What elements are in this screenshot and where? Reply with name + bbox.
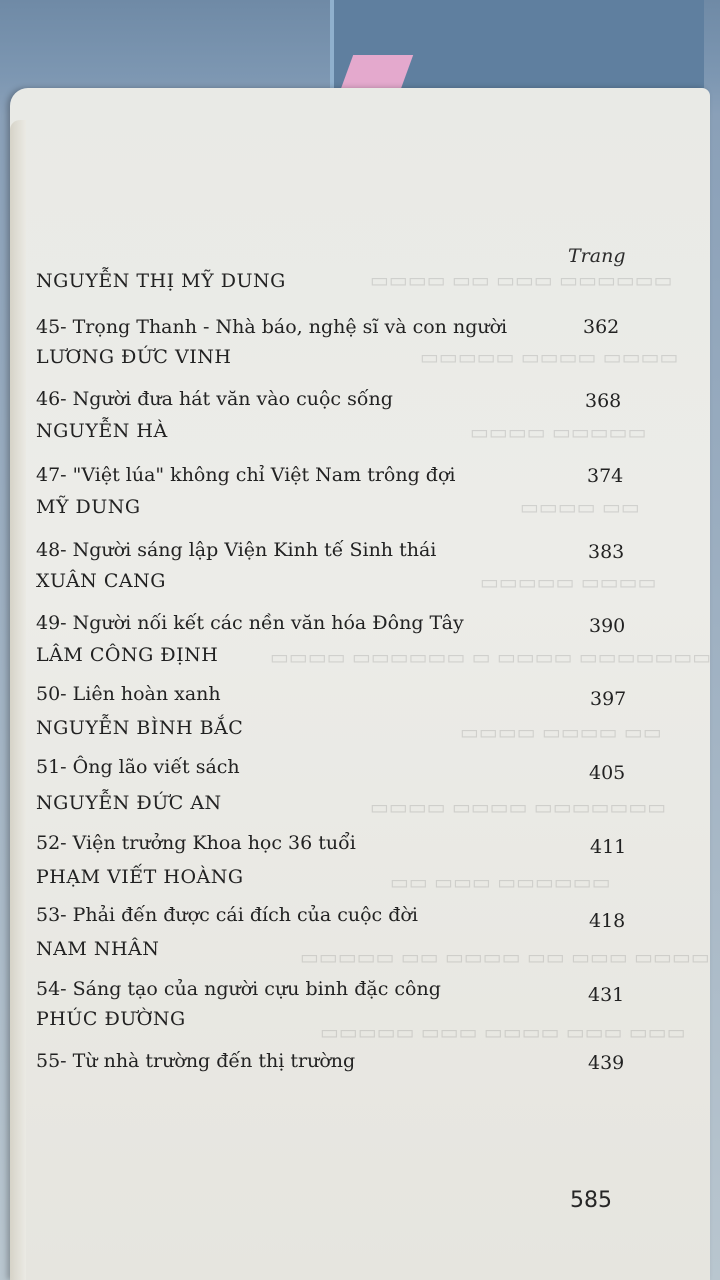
toc-author: NGUYỄN HÀ: [36, 420, 168, 442]
toc-page-number: 362: [583, 316, 620, 338]
toc-title: 54- Sáng tạo của người cựu binh đặc công: [36, 978, 441, 1000]
toc-author: NGUYỄN THỊ MỸ DUNG: [36, 270, 286, 292]
toc-author: PHẠM VIẾT HOÀNG: [36, 866, 244, 888]
toc-author: XUÂN CANG: [36, 570, 166, 592]
toc-page-number: 368: [585, 390, 622, 412]
toc-title: 51- Ông lão viết sách: [36, 756, 240, 778]
page-column-label: Trang: [568, 245, 626, 267]
toc-page-number: 405: [589, 762, 626, 784]
toc-title: 47- "Việt lúa" không chỉ Việt Nam trông đợi: [36, 464, 456, 486]
toc-page-number: 397: [590, 688, 627, 710]
show-through-texture: ▭▭▭▭▭▭ ▭▭▭ ▭▭ ▭▭▭▭ ▭▭▭▭ ▭▭▭▭ ▭▭▭▭▭ ▭▭▭▭▭ ▭▭▭▭ ▭▭ ▭▭▭▭ ▭▭▭▭ ▭▭▭▭▭ ▭▭▭▭▭▭▭ ▭▭▭▭ ▭ ▭▭▭▭▭▭ ▭▭▭▭ ▭▭ ▭▭▭▭ ▭▭▭▭ ▭▭▭▭▭▭▭ ▭▭▭▭ ▭▭▭▭ ▭▭▭▭▭▭ ▭▭▭ ▭▭ ▭▭▭▭ ▭▭▭ ▭▭ ▭▭▭▭ ▭▭ ▭▭▭▭▭ ▭▭▭ ▭▭▭ ▭▭▭▭ ▭▭▭ ▭▭▭▭▭: [270, 268, 712, 1044]
toc-page-number: 374: [587, 465, 624, 487]
toc-author: NGUYỄN BÌNH BẮC: [36, 717, 244, 739]
toc-title: 49- Người nối kết các nền văn hóa Đông Tây: [36, 612, 464, 634]
toc-author: NGUYỄN ĐỨC AN: [36, 792, 222, 814]
toc-title: 50- Liên hoàn xanh: [36, 683, 221, 705]
toc-author: NAM NHÂN: [36, 938, 160, 960]
toc-page-number: 431: [588, 984, 625, 1006]
toc-title: 48- Người sáng lập Viện Kinh tế Sinh thái: [36, 539, 437, 561]
page-number: 585: [570, 1188, 612, 1213]
toc-page-number: 411: [590, 836, 627, 858]
toc-author: LƯƠNG ĐỨC VINH: [36, 346, 232, 368]
toc-page-number: 418: [589, 910, 626, 932]
toc-title: 45- Trọng Thanh - Nhà báo, nghệ sĩ và con người: [36, 316, 508, 338]
toc-title: 53- Phải đến được cái đích của cuộc đời: [36, 904, 418, 926]
toc-page-number: 383: [588, 541, 625, 563]
toc-page-number: 439: [588, 1052, 625, 1074]
toc-title: 55- Từ nhà trường đến thị trường: [36, 1050, 356, 1072]
toc-title: 52- Viện trưởng Khoa học 36 tuổi: [36, 832, 356, 854]
toc-author: MỸ DUNG: [36, 496, 141, 518]
toc-title: 46- Người đưa hát văn vào cuộc sống: [36, 388, 393, 410]
toc-author: PHÚC ĐƯỜNG: [36, 1008, 186, 1030]
toc-author: LÂM CÔNG ĐỊNH: [36, 644, 219, 666]
toc-page-number: 390: [589, 615, 626, 637]
